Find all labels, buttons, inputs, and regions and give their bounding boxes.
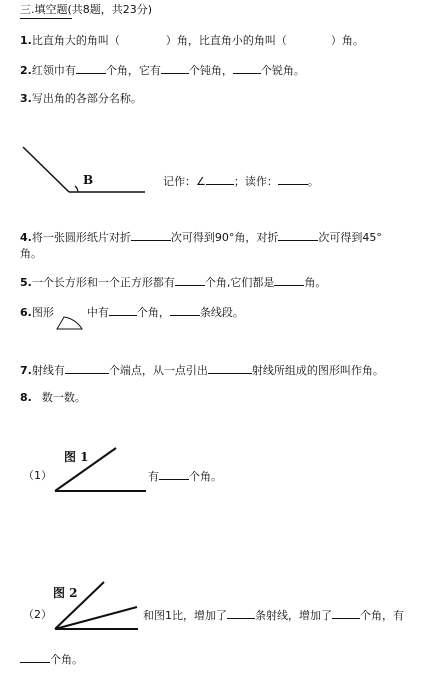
question-4: 4.将一张圆形纸片对折 次可得到90°角，对折 次可得到45° bbox=[20, 231, 382, 244]
figure-2-label: 图 2 bbox=[53, 586, 78, 600]
part-1-label: （1） bbox=[23, 469, 52, 482]
question-5: 5.一个长方形和一个正方形都有 个角,它们都是 角。 bbox=[20, 276, 327, 289]
question-1: 1.比直角大的角叫（ ）角，比直角小的角叫（ ）角。 bbox=[20, 34, 364, 47]
question-7: 7.射线有 个端点，从一点引出 射线所组成的图形叫作角。 bbox=[20, 364, 384, 377]
figure-1-label: 图 1 bbox=[64, 450, 89, 464]
section-title: 三.填空题(共8题，共23分) bbox=[20, 3, 153, 16]
part-2-answer: 和图1比，增加了 条射线，增加了 个角，有 bbox=[143, 609, 404, 622]
question-4-cont: 角。 bbox=[20, 247, 42, 260]
answer-blank[interactable] bbox=[20, 652, 50, 663]
part-1-answer: 有 个角。 bbox=[148, 470, 222, 483]
part-2-answer-cont: 个角。 bbox=[20, 652, 83, 667]
answer-blank[interactable] bbox=[332, 608, 360, 619]
question-3-record: 记作：∠ ；读作： 。 bbox=[163, 175, 319, 188]
question-8: 8. 数一数。 bbox=[20, 391, 86, 404]
question-2: 2.红领巾有 个角，它有 个钝角， 个锐角。 bbox=[20, 64, 305, 77]
vertex-label: B bbox=[83, 173, 94, 187]
answer-blank[interactable] bbox=[227, 608, 255, 619]
question-6: 6.图形 中有 个角， 条线段。 bbox=[20, 306, 244, 319]
part-2-label: （2） bbox=[23, 608, 52, 621]
question-3: 3.写出角的各部分名称。 bbox=[20, 92, 142, 105]
